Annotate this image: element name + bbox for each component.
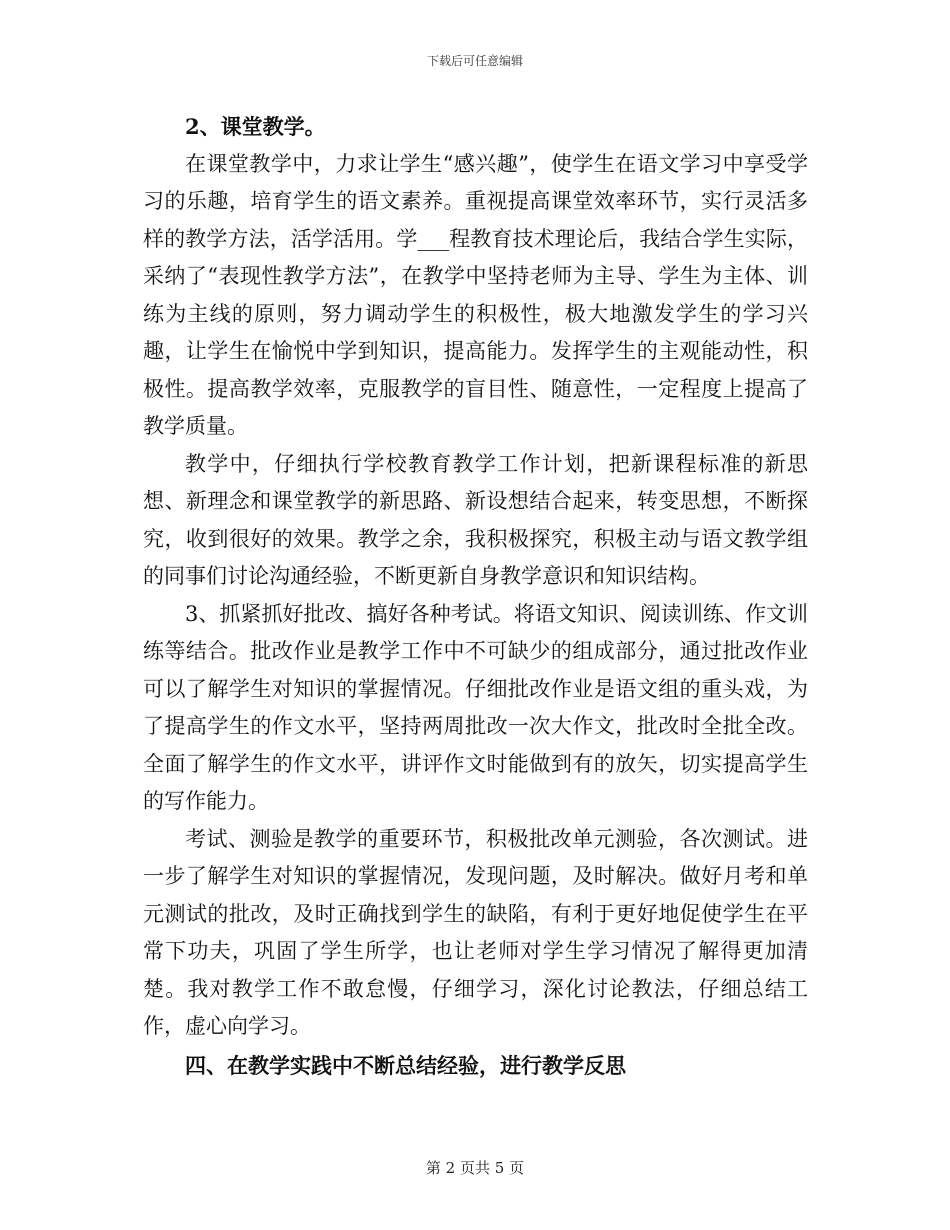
page-footer: 第 2 页共 5 页: [425, 1159, 525, 1177]
section-2-paragraph-2: 教学中，仔细执行学校教育教学工作计划，把新课程标准的新思想、新理念和课堂教学的新思路、新设想结合起来，转变思想，不断探究，收到很好的效果。教学之余，我积极探究，积极主动与语文教学组的同事们讨论沟通经验，不断更新自身教学意识和知识结构。: [143, 451, 808, 588]
section-4-title: 四、在教学实践中不断总结经验，进行教学反思: [185, 1052, 626, 1078]
section-3-paragraph-1: 3、抓紧抓好批改、搞好各种考试。将语文知识、阅读训练、作文训练等结合。批改作业是教学工作中不可缺少的组成部分，通过批改作业可以了解学生对知识的掌握情况。仔细批改作业是语文组的重头戏，为了提高学生的作文水平，坚持两周批改一次大作文，批改时全批全改。全面了解学生的作文水平，讲评作文时能做到有的放矢，切实提高学生的写作能力。: [143, 601, 808, 813]
section-2-paragraph-1: 在课堂教学中，力求让学生“感兴趣”，使学生在语文学习中享受学习的乐趣，培育学生的语文素养。重视提高课堂效率环节，实行灵活多样的教学方法，活学活用。学___程教育技术理论后，我结合学生实际，采纳了“表现性教学方法”，在教学中坚持老师为主导、学生为主体、训练为主线的原则，努力调动学生的积极性，极大地激发学生的学习兴趣，让学生在愉悦中学到知识，提高能力。发挥学生的主观能动性，积极性。提高教学效率，克服教学的盲目性、随意性，一定程度上提高了教学质量。: [143, 151, 808, 438]
section-2-title: 2、课堂教学。: [185, 114, 326, 139]
page-header: 下载后可任意编辑: [426, 54, 523, 68]
section-3-paragraph-2: 考试、测验是教学的重要环节，积极批改单元测验，各次测试。进一步了解学生对知识的掌握情况，发现问题，及时解决。做好月考和单元测试的批改，及时正确找到学生的缺陷，有利于更好地促使学生在平常下功夫，巩固了学生所学，也让老师对学生学习情况了解得更加清楚。我对教学工作不敢怠慢，仔细学习，深化讨论教法，仔细总结工作，虚心向学习。: [143, 826, 808, 1038]
page-content: [143, 108, 808, 1084]
